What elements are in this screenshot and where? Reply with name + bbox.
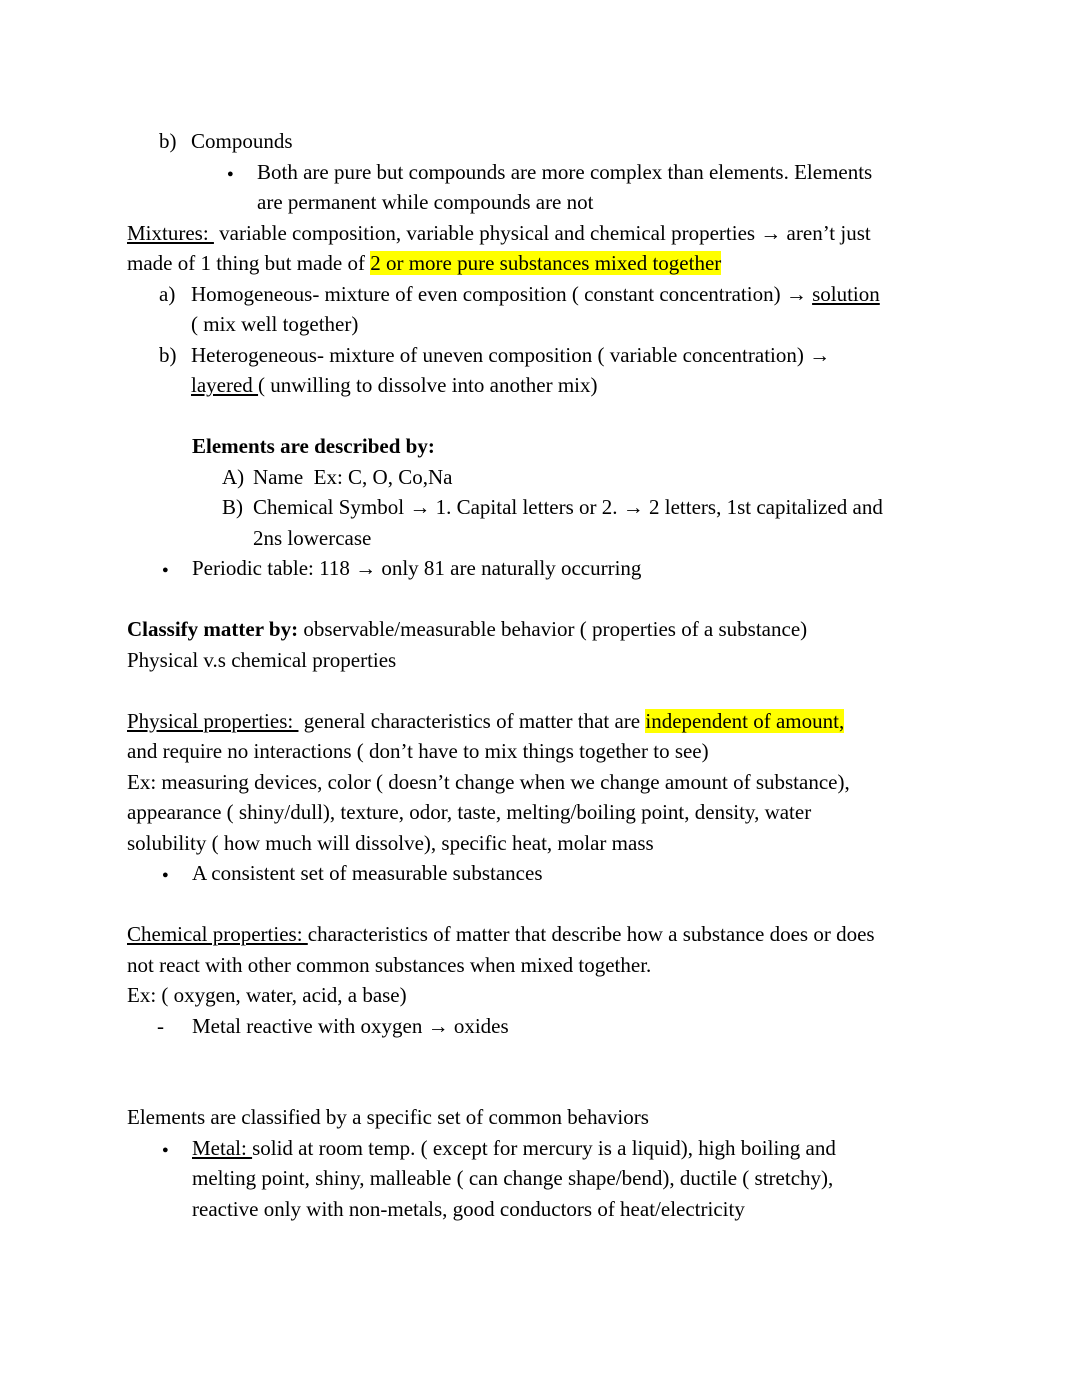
underlined-term: layered: [191, 373, 259, 397]
underlined-term: solution: [812, 281, 880, 306]
underlined-term: Chemical properties:: [127, 922, 308, 946]
text-run: reactive only with non-metals, good conductors of heat/electricity: [192, 1196, 745, 1221]
text-run: solid at room temp. ( except for mercury is a liquid), high boiling and: [252, 1135, 836, 1160]
paragraph-physical-properties: [127, 706, 980, 737]
text-run: solubility ( how much will dissolve), specific heat, molar mass: [127, 830, 654, 855]
text-run: characteristics of matter that describe how a substance does or does: [307, 922, 875, 946]
bullet-icon: ●: [162, 869, 169, 881]
text-run: 2ns lowercase: [253, 525, 372, 550]
paragraph-chemical-properties: [127, 919, 980, 950]
text-run: Name Ex: C, O, Co,Na: [253, 464, 453, 489]
paragraph-chemical-properties-line2: [127, 950, 980, 981]
list-item-homogeneous: [127, 279, 980, 310]
paragraph-elements-classified: [127, 1102, 980, 1133]
blank-line: [127, 584, 980, 615]
paragraph-physical-properties-line2: [127, 736, 980, 767]
text-run: are permanent while compounds are not: [257, 190, 594, 214]
text-run: Chemical Symbol → 1. Capital letters or 2. → 2 letters, 1st capitalized and: [253, 495, 883, 519]
text-run: ( mix well together): [191, 312, 359, 336]
text-run: Both are pure but compounds are more complex than elements. Elements: [257, 159, 873, 184]
blank-line: [127, 675, 980, 706]
text-run: Ex: ( oxygen, water, acid, a base): [127, 983, 407, 1007]
blank-line: [127, 401, 980, 432]
text-run: ( unwilling to dissolve into another mix): [258, 373, 598, 397]
text-run: and require no interactions ( don’t have to mix things together to see): [127, 739, 709, 763]
underlined-term: Metal:: [192, 1135, 253, 1160]
text-run: general characteristics of matter that are: [298, 708, 646, 733]
highlighted-text: 2 or more pure substances mixed together: [370, 251, 722, 275]
paragraph-classify-matter: [127, 614, 980, 645]
dash-marker: -: [157, 1013, 164, 1038]
text-run: Periodic table: 118 → only 81 are naturally occurring: [192, 556, 642, 580]
dash-item-metal-reactive: [127, 1011, 980, 1042]
text-run: A consistent set of measurable substances: [192, 861, 543, 885]
text-run: Physical v.s chemical properties: [127, 647, 397, 672]
text-run: Homogeneous- mixture of even composition ( constant concentration) →: [191, 281, 813, 306]
bullet-item-consistent-set: [127, 858, 980, 889]
text-run: Compounds: [191, 129, 293, 153]
text-run: Elements are classified by a specific set of common behaviors: [127, 1105, 649, 1129]
bold-heading-text: Elements are described by:: [192, 434, 435, 458]
paragraph-physical-examples-line3: [127, 828, 980, 859]
paragraph-chemical-examples: [127, 980, 980, 1011]
bold-heading-text: Classify matter by:: [127, 617, 299, 641]
letter-marker: b): [159, 342, 177, 367]
continuation-line: [127, 523, 980, 554]
paragraph-physical-vs-chemical: [127, 645, 980, 676]
list-item-chemical-symbol: [127, 492, 980, 523]
text-run: not react with other common substances when mixed together.: [127, 952, 652, 977]
paragraph-mixtures: [127, 218, 980, 249]
continuation-line: [127, 309, 980, 340]
highlighted-text: independent of amount,: [645, 708, 845, 733]
text-run: Metal reactive with oxygen → oxides: [192, 1013, 509, 1038]
bullet-item: [127, 157, 980, 188]
continuation-line: [127, 1194, 980, 1225]
text-run: Ex: measuring devices, color ( doesn’t change when we change amount of substance),: [127, 769, 850, 794]
letter-marker: A): [222, 464, 245, 489]
continuation-line: [127, 187, 980, 218]
blank-line: [127, 1041, 980, 1072]
letter-marker: b): [159, 129, 177, 153]
bullet-item-metal: [127, 1133, 980, 1164]
paragraph-physical-examples-line2: [127, 797, 980, 828]
continuation-line: [127, 1163, 980, 1194]
list-item-heterogeneous: [127, 340, 980, 371]
bullet-icon: ●: [227, 167, 234, 180]
paragraph-mixtures-line2: [127, 248, 980, 279]
text-run: made of 1 thing but made of: [127, 251, 371, 275]
blank-line: [127, 889, 980, 920]
text-run: Heterogeneous- mixture of uneven composition ( variable concentration) →: [191, 342, 831, 367]
continuation-line: [127, 370, 980, 401]
heading-elements-described: [127, 431, 980, 462]
bullet-icon: ●: [162, 564, 169, 576]
paragraph-physical-examples: [127, 767, 980, 798]
list-item-compounds: [127, 126, 980, 157]
list-item-name: [127, 462, 980, 493]
text-run: melting point, shiny, malleable ( can change shape/bend), ductile ( stretchy),: [192, 1166, 834, 1190]
bullet-item-periodic-table: [127, 553, 980, 584]
letter-marker: a): [159, 281, 176, 306]
blank-line: [127, 1072, 980, 1103]
text-run: appearance ( shiny/dull), texture, odor, taste, melting/boiling point, density, water: [127, 800, 812, 824]
underlined-term: Physical properties:: [127, 708, 299, 733]
text-run: variable composition, variable physical and chemical properties → aren’t just: [213, 220, 871, 245]
text-run: observable/measurable behavior ( properties of a substance): [298, 617, 808, 641]
bullet-icon: ●: [162, 1143, 169, 1156]
letter-marker: B): [222, 495, 243, 519]
underlined-term: Mixtures:: [127, 220, 214, 245]
